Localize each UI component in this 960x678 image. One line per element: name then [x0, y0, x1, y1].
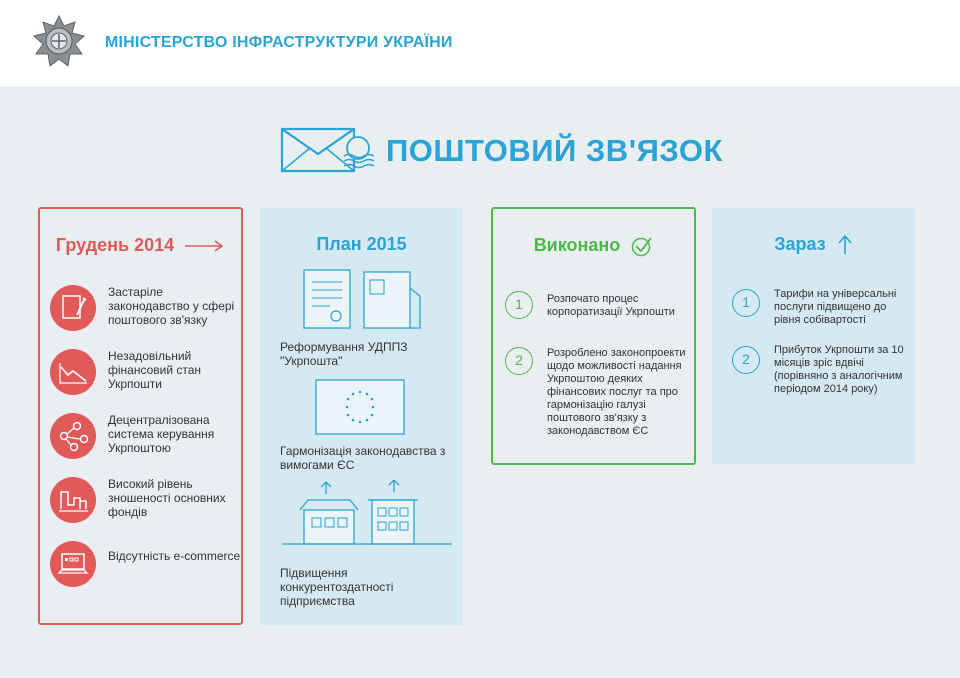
header: [0, 0, 960, 86]
december-2014-column: [38, 207, 243, 625]
eu-flag-icon: [314, 378, 406, 436]
list-item-text: Застаріле законодавство у сфері поштового зв'язку: [108, 285, 235, 327]
arrow-up-icon: [837, 235, 853, 255]
worn-assets-icon: [50, 477, 96, 523]
now-item-text: Прибуток Укрпошти за 10 місяців зріс вдвічі (порівняно з аналогічним періодом 2014 року): [774, 344, 904, 395]
envelope-stamp-icon: [280, 126, 385, 174]
done-item-text: Розроблено законопроекти щодо можливості надання Укрпоштою деяких фінансових послуг та про гармонізацію галузі поштового зв'язку з законодавством ЄС: [547, 347, 686, 437]
step-number: 1: [732, 289, 760, 317]
documents-icon: [300, 268, 425, 332]
main-area: [0, 86, 960, 678]
list-item: [50, 541, 240, 591]
done-item-text: Розпочато процес корпоратизації Укрпошти: [547, 293, 675, 318]
plan-2015-column: [260, 208, 463, 625]
step-number: 2: [505, 347, 533, 375]
document-pen-icon: [50, 285, 96, 331]
ministry-logo-icon: [30, 14, 88, 70]
now-heading: [712, 234, 915, 255]
list-item-text: Відсутність e-commerce: [108, 549, 241, 563]
now-heading-label: Зараз: [774, 234, 826, 254]
plan-heading: План 2015: [316, 234, 407, 254]
plan-item-text: Реформування УДППЗ "Укрпошта": [280, 340, 408, 368]
step-number: 1: [505, 291, 533, 319]
december-heading: [40, 235, 241, 256]
list-item: [50, 413, 240, 463]
step-number: 2: [732, 346, 760, 374]
page-title: ПОШТОВИЙ ЗВ'ЯЗОК: [386, 133, 723, 168]
done-heading: [493, 235, 694, 257]
ministry-name: МІНІСТЕРСТВО ІНФРАСТРУКТУРИ УКРАЇНИ: [105, 34, 453, 51]
checkmark-icon: [631, 235, 653, 257]
done-heading-label: Виконано: [533, 235, 621, 255]
plan-item-text: Гармонізація законодавства з вимогами ЄС: [280, 444, 446, 472]
list-item-text: Децентралізована система керування Укрпоштою: [108, 413, 215, 455]
laptop-icon: [50, 541, 96, 587]
list-item: [50, 285, 240, 335]
list-item-text: Незадовільний фінансовий стан Укрпошти: [108, 349, 202, 391]
plan-item-text: Підвищення конкурентоздатності підприємства: [280, 566, 394, 608]
declining-chart-icon: [50, 349, 96, 395]
list-item: [50, 477, 240, 527]
now-item-text: Тарифи на універсальні послуги підвищено до рівня собівартості: [774, 288, 897, 326]
now-column: [712, 208, 915, 464]
done-column: [491, 207, 696, 465]
network-nodes-icon: [50, 413, 96, 459]
list-item-text: Високий рівень зношеності основних фондів: [108, 477, 226, 519]
arrow-right-icon: [185, 239, 225, 253]
list-item: [50, 349, 240, 399]
buildings-growth-icon: [282, 480, 452, 562]
december-heading-label: Грудень 2014: [55, 235, 175, 255]
